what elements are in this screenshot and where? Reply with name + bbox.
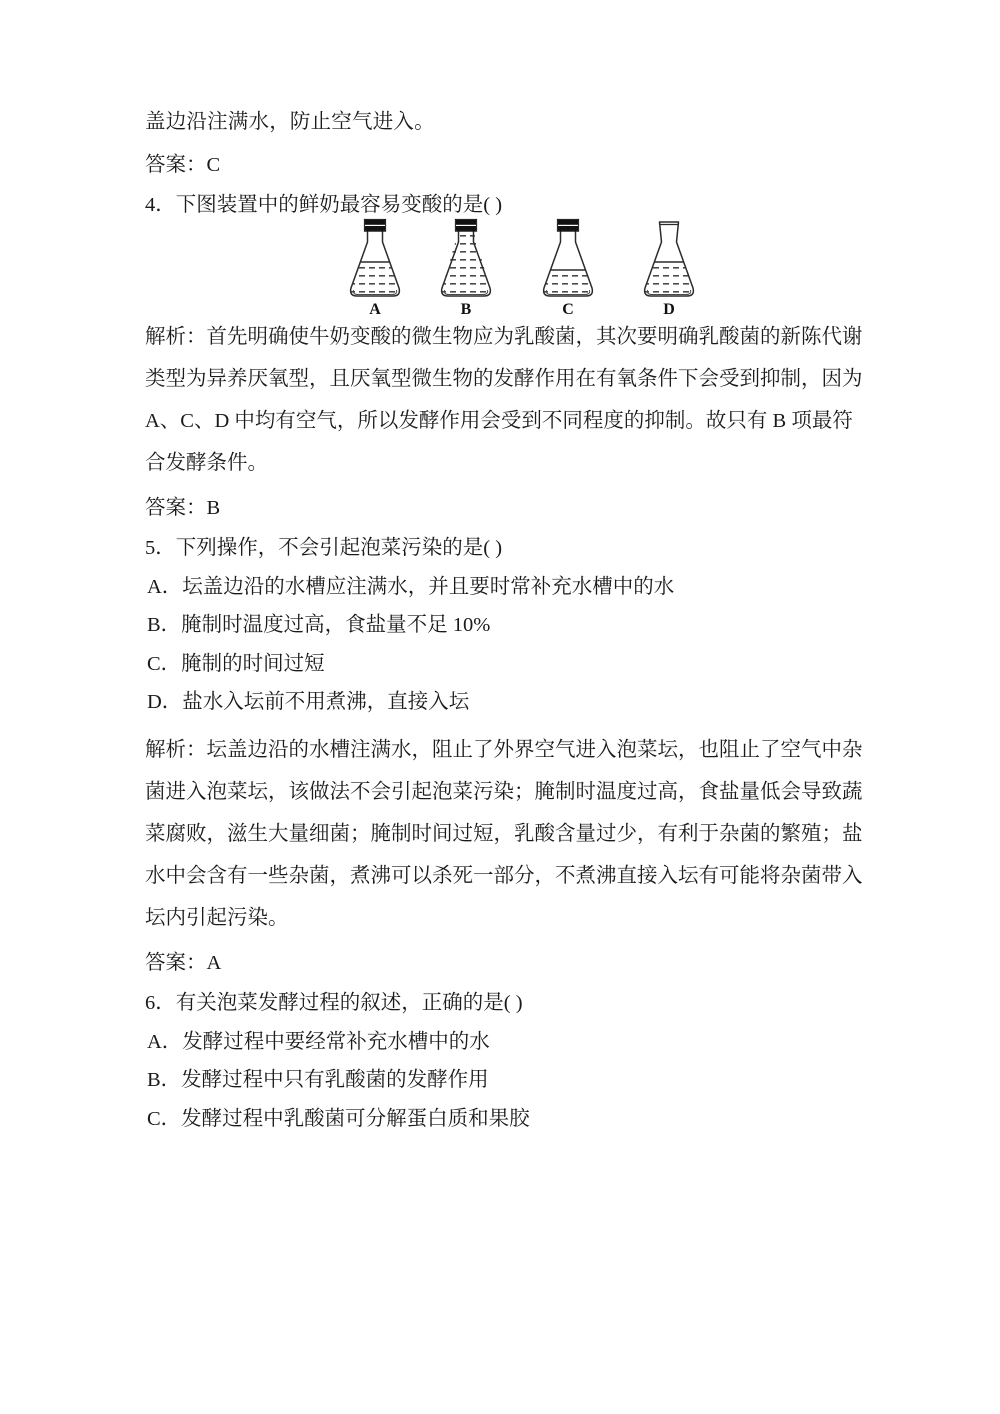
flask-d: [633, 216, 705, 316]
question-5-option-a: A．坛盖边沿的水槽应注满水，并且要时常补充水槽中的水: [147, 575, 675, 598]
question-5-option-c: C．腌制的时间过短: [147, 652, 325, 675]
flask-row: [327, 216, 707, 316]
analysis-line: 菜腐败，滋生大量细菌；腌制时间过短，乳酸含量过少，有利于杂菌的繁殖；盐: [145, 822, 863, 845]
flask-d-icon: [633, 216, 705, 302]
flask-c-icon: [532, 216, 604, 302]
analysis-line: 解析：首先明确使牛奶变酸的微生物应为乳酸菌，其次要明确乳酸菌的新陈代谢: [145, 325, 863, 348]
flask-b-icon: [430, 216, 502, 302]
answer-q5: 答案：A: [145, 951, 222, 974]
flask-a-icon: [339, 216, 411, 302]
analysis-line: 水中会含有一些杂菌，煮沸可以杀死一部分，不煮沸直接入坛有可能将杂菌带入: [145, 864, 863, 887]
flask-a: [339, 216, 411, 316]
flask-c-label: C: [562, 300, 574, 318]
answer-q3: 答案：C: [145, 153, 221, 176]
analysis-line: 合发酵条件。: [145, 451, 268, 474]
question-4-stem: 4．下图装置中的鲜奶最容易变酸的是( ): [145, 194, 503, 216]
answer-q4: 答案：B: [145, 496, 221, 519]
question-6-option-a: A．发酵过程中要经常补充水槽中的水: [147, 1030, 490, 1053]
flask-b: [430, 216, 502, 316]
page-content: [145, 111, 863, 1130]
analysis-line: 菌进入泡菜坛，该做法不会引起泡菜污染；腌制时温度过高，食盐量低会导致蔬: [145, 780, 863, 803]
question-5-option-d: D．盐水入坛前不用煮沸，直接入坛: [147, 691, 470, 713]
flask-c: [532, 216, 604, 316]
question-4-analysis: [145, 316, 863, 484]
flask-d-label: D: [663, 300, 675, 318]
question-6-option-c: C．发酵过程中乳酸菌可分解蛋白质和果胶: [147, 1107, 530, 1130]
question-5-stem: 5．下列操作，不会引起泡菜污染的是( ): [145, 537, 503, 559]
flask-b-label: B: [460, 300, 472, 318]
flask-a-label: A: [369, 300, 381, 318]
question-5-option-b: B．腌制时温度过高，食盐量不足 10%: [147, 614, 491, 636]
analysis-line: 解析：坛盖边沿的水槽注满水，阻止了外界空气进入泡菜坛，也阻止了空气中杂: [145, 738, 863, 761]
question-6-option-b: B．发酵过程中只有乳酸菌的发酵作用: [147, 1069, 489, 1091]
analysis-line: A、C、D 中均有空气，所以发酵作用会受到不同程度的抑制。故只有 B 项最符: [145, 409, 853, 432]
question-4-figure: [145, 216, 857, 316]
question-6-stem: 6．有关泡菜发酵过程的叙述，正确的是( ): [145, 992, 523, 1014]
question-5-analysis: [145, 729, 863, 939]
continued-statement: 盖边沿注满水，防止空气进入。: [145, 111, 435, 133]
analysis-line: 类型为异养厌氧型，且厌氧型微生物的发酵作用在有氧条件下会受到抑制，因为: [145, 367, 863, 390]
analysis-line: 坛内引起污染。: [145, 906, 289, 929]
